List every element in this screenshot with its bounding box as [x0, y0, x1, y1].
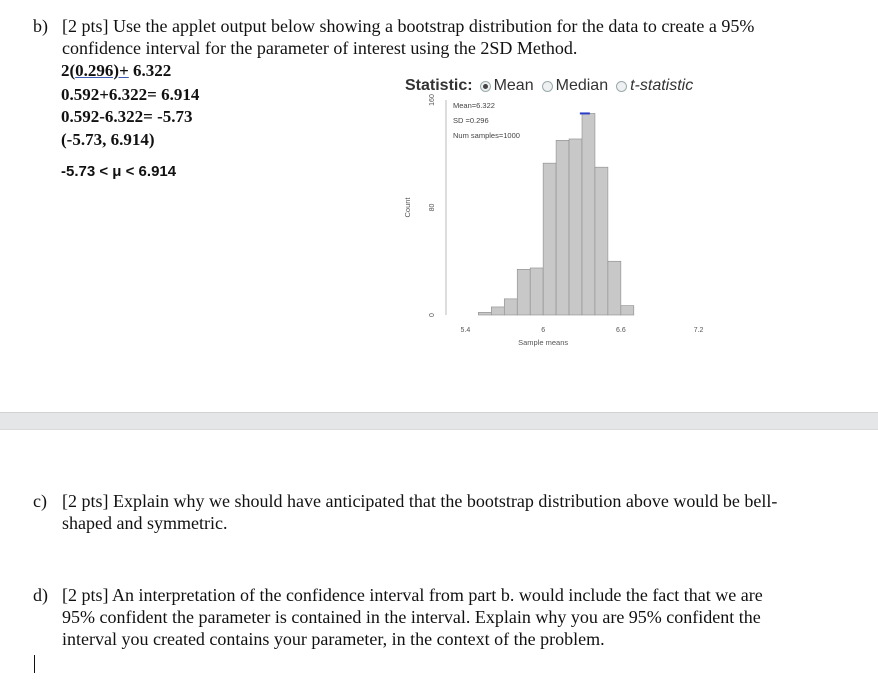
question-d-line3: interval you created contains your parameter, in the context of the problem. — [62, 629, 605, 649]
option-median[interactable]: Median — [542, 77, 608, 95]
work-line-5: -5.73 < μ < 6.914 — [61, 163, 177, 180]
x-tick-label: 6 — [541, 327, 546, 334]
summary-stat-text: SD =0.296 — [453, 116, 489, 125]
question-d-line2: 95% confident the parameter is contained in the interval. Explain why you are 95% confident the — [62, 607, 761, 627]
x-axis-label: Sample means — [518, 338, 569, 347]
summary-stat-text: Num samples=1000 — [453, 131, 520, 140]
x-tick-label: 7.2 — [693, 327, 704, 334]
work-line-2: 0.592+6.322= 6.914 — [61, 85, 200, 104]
histogram-bar — [543, 163, 556, 315]
text-cursor[interactable] — [34, 655, 35, 673]
question-b-line2: confidence interval for the parameter of interest using the 2SD Method. — [62, 38, 578, 58]
statistic-label: Statistic: — [405, 77, 473, 94]
work-line-3: 0.592-6.322= -5.73 — [61, 107, 193, 126]
page-separator — [0, 412, 878, 430]
histogram-bar — [491, 307, 504, 315]
question-c-line1: [2 pts] Explain why we should have anticipated that the bootstrap distribution above would be bell- — [62, 491, 778, 511]
option-t-statistic[interactable]: t-statistic — [616, 77, 693, 95]
y-axis-label: Count — [403, 197, 412, 218]
y-tick-label: 0 — [429, 313, 436, 317]
question-b-line1: [2 pts] Use the applet output below showing a bootstrap distribution for the data to create a 95% — [62, 16, 755, 36]
option-mean[interactable]: Mean — [480, 77, 534, 95]
question-c-label: c) — [33, 491, 47, 511]
bootstrap-histogram — [400, 74, 730, 354]
y-tick-label: 160 — [429, 94, 436, 106]
question-b-label: b) — [33, 16, 48, 36]
histogram-bar — [621, 306, 634, 315]
histogram-bar — [556, 140, 569, 315]
summary-stat-text: Mean=6.322 — [453, 101, 495, 110]
work-line-4: (-5.73, 6.914) — [61, 130, 155, 149]
question-c-line2: shaped and symmetric. — [62, 513, 228, 533]
histogram-bar — [569, 139, 582, 315]
y-tick-label: 80 — [429, 203, 436, 212]
histogram-bar — [504, 299, 517, 315]
question-d-label: d) — [33, 585, 48, 605]
histogram-bar — [478, 312, 491, 315]
histogram-bar — [595, 167, 608, 315]
work-line-1: 2(0.296)+ 6.322 — [61, 61, 172, 80]
bootstrap-applet — [400, 74, 730, 354]
x-tick-label: 6.6 — [615, 327, 626, 334]
histogram-bar — [608, 261, 621, 315]
histogram-bar — [582, 113, 595, 315]
histogram-bar — [517, 269, 530, 315]
question-d-line1: [2 pts] An interpretation of the confidence interval from part b. would include the fact that we are — [62, 585, 763, 605]
x-tick-label: 5.4 — [460, 327, 471, 334]
histogram-bar — [530, 268, 543, 315]
